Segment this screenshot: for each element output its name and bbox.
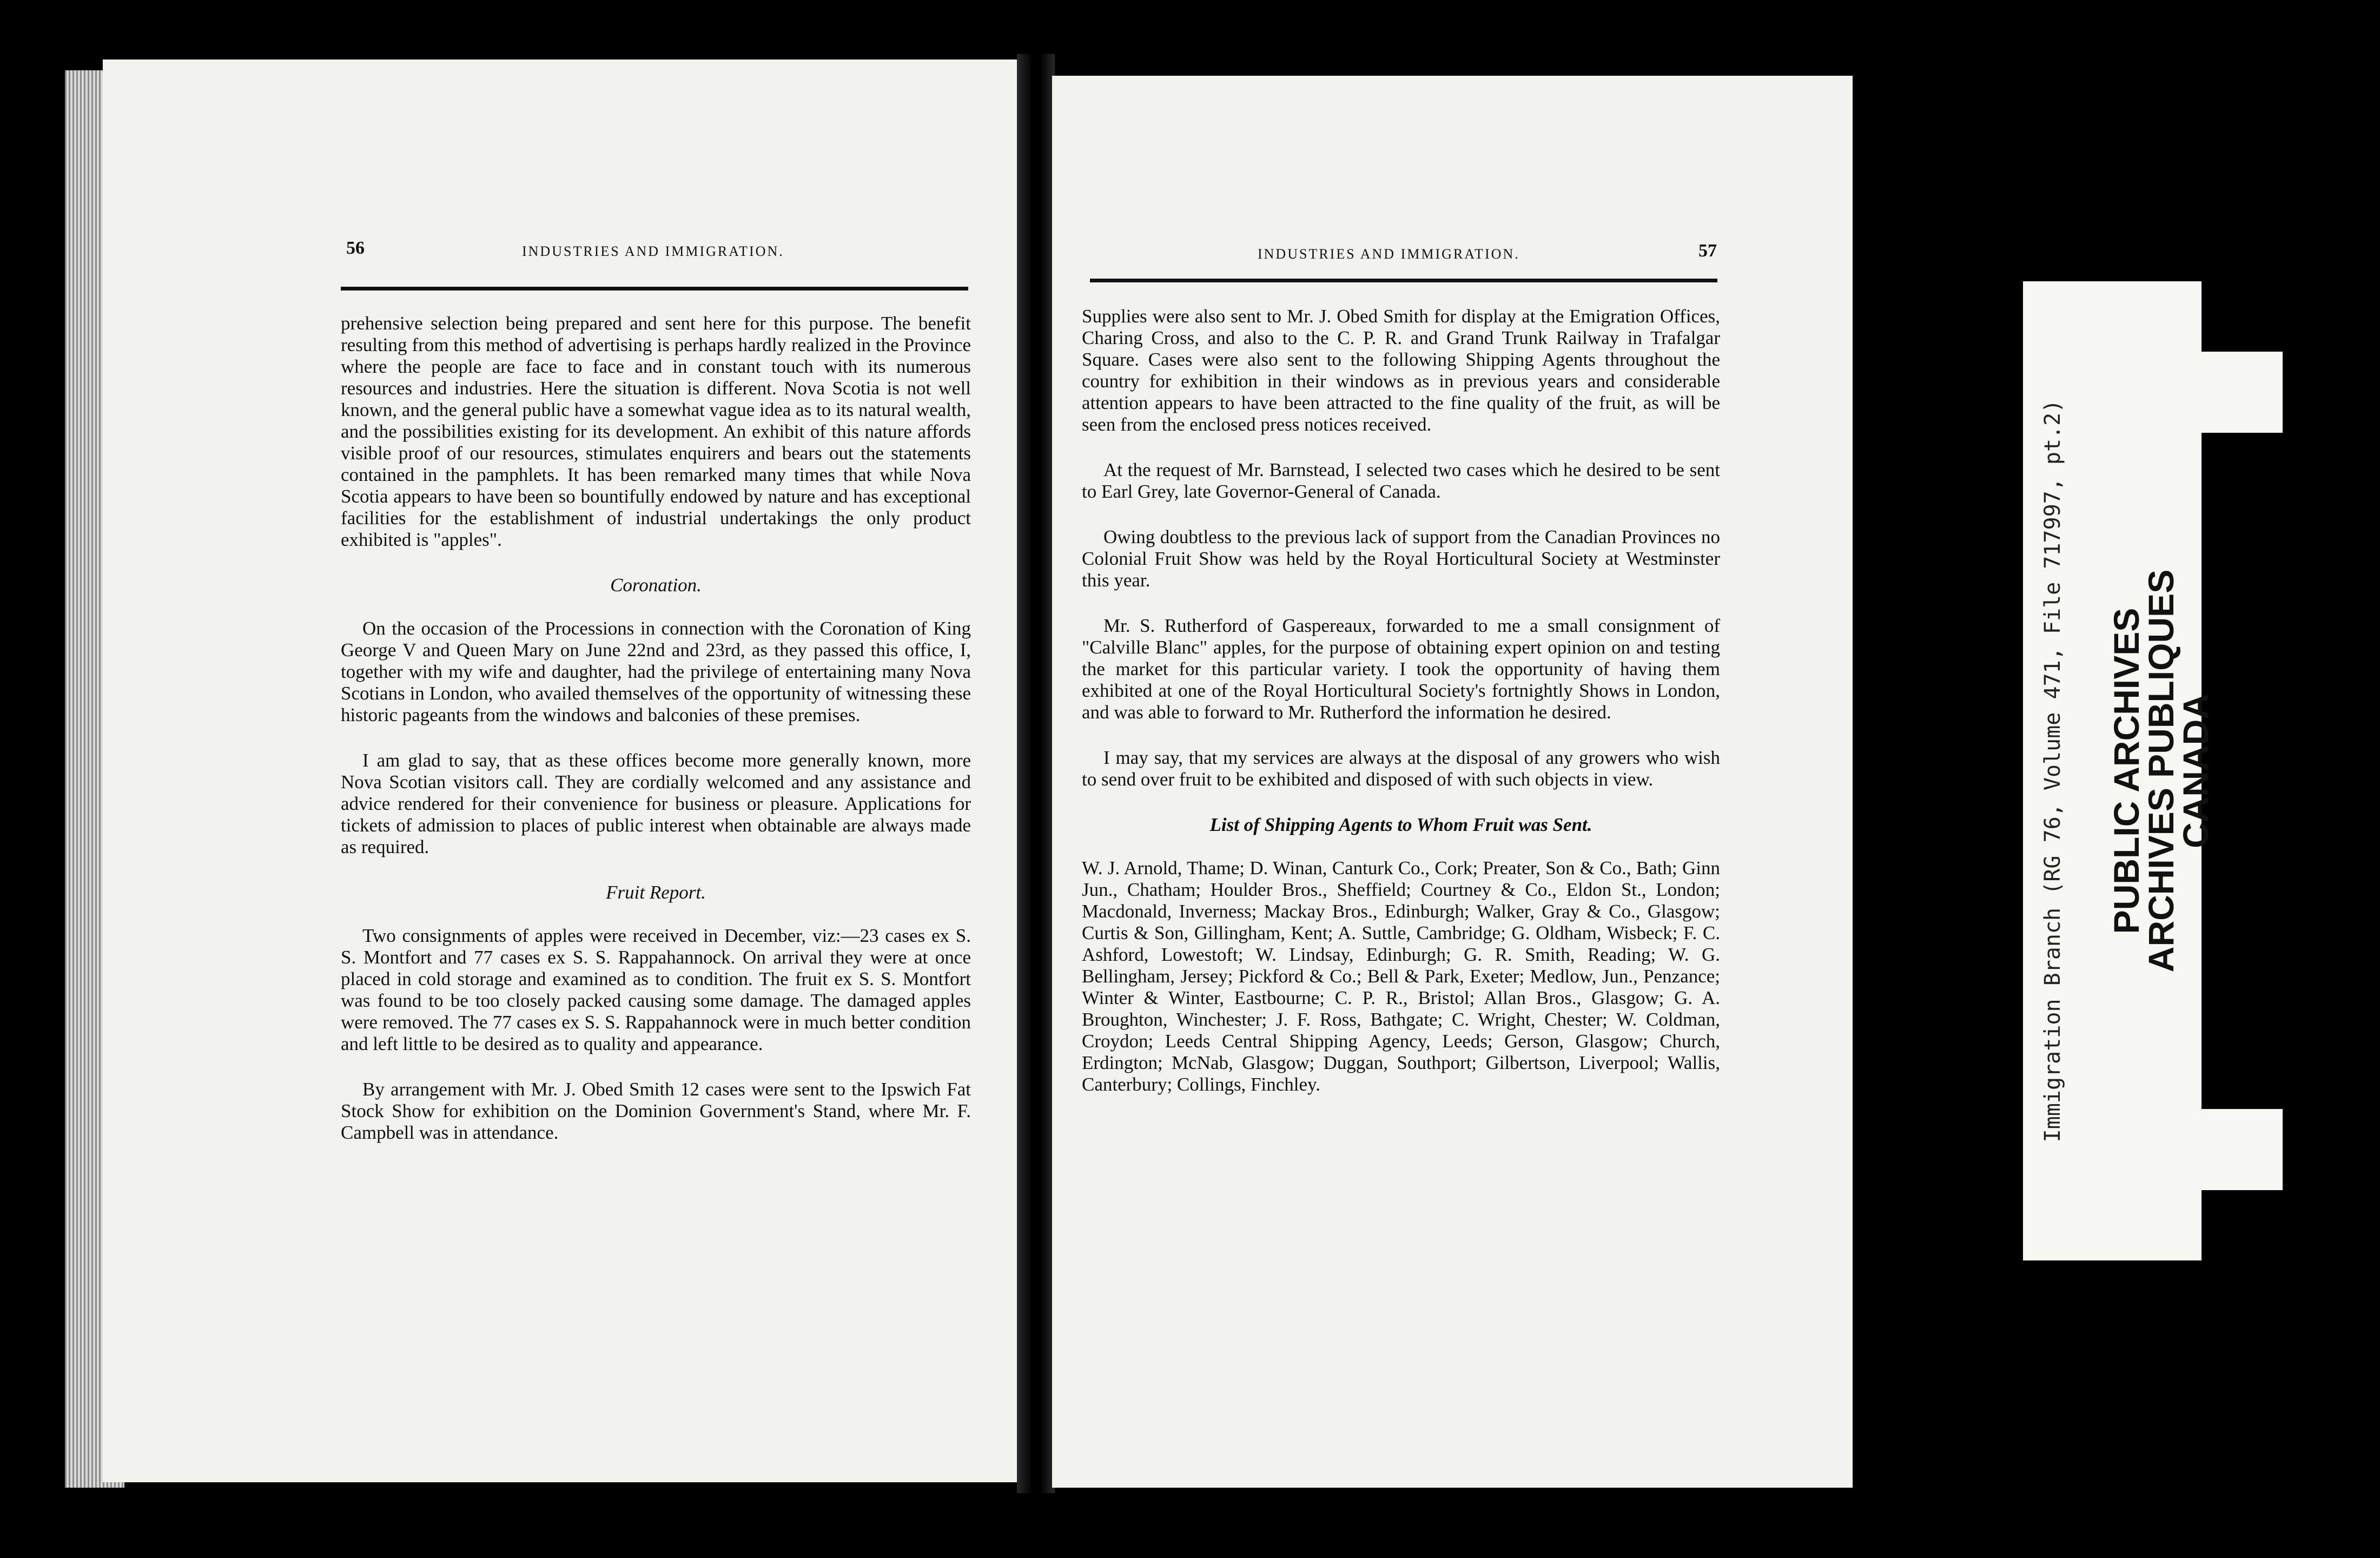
book-gutter [1017, 54, 1055, 1493]
section-heading: Fruit Report. [606, 882, 706, 903]
paragraph: prehensive selection being prepared and sent here for this purpose. The benefit resulting from this method of advertising is perhaps hardly realized in the Province where the people are face to face and in constant touch with its numerous resources and industries. Here the situation is different. Nova Scotia is not well known, and the general public have a somewhat vague idea as to its natural wealth, and the possibilities existing for its development. An exhibit of this nature affords visible proof of our resources, stimulates enquirers and bears out the statements contained in the pamphlets. It has been remarked many times that while Nova Scotia appears to have been so bountifully endowed by nature and has exceptional facilities for the establishment of industrial undertakings the only product exhibited is "apples". [341, 313, 971, 550]
paragraph: Owing doubtless to the previous lack of support from the Canadian Provinces no Colonial Fruit Show was held by the Royal Horticultural Society at Westminster this year. [1082, 526, 1720, 591]
paragraph: By arrangement with Mr. J. Obed Smith 12 cases were sent to the Ipswich Fat Stock Show for exhibition on the Dominion Government's Stand, where Mr. F. Campbell was in attendance. [341, 1079, 971, 1143]
page-number: 57 [1698, 241, 1717, 261]
section-heading: Coronation. [610, 575, 702, 596]
page-number: 56 [346, 238, 365, 258]
paragraph: I may say, that my services are always at the disposal of any growers who wish to send over fruit to be exhibited and disposed of with such objects in view. [1082, 747, 1720, 790]
file-reference: Immigration Branch (RG 76, Volume 471, File 717997, pt.2) [2040, 399, 2065, 1143]
archive-name: PUBLIC ARCHIVES ARCHIVES PUBLIQUES CANADA [2106, 569, 2216, 973]
header-rule [341, 287, 968, 291]
paragraph: I am glad to say, that as these offices become more generally known, more Nova Scotian visitors call. They are cordially welcomed and any assistance and advice rendered for their convenience for business or pleasure. Applications for tickets of admission to places of public interest when obtainable are always made as required. [341, 750, 971, 857]
archive-label [2023, 281, 2216, 1260]
paragraph: On the occasion of the Processions in connection with the Coronation of King George V and Queen Mary on June 22nd and 23rd, as they passed this office, I, together with my wife and daughter, had the privilege of entertaining many Nova Scotians in London, who availed themselves of the opportunity of witnessing these historic pageants from the windows and balconies of these premises. [341, 618, 971, 725]
paragraph: W. J. Arnold, Thame; D. Winan, Canturk Co., Cork; Preater, Son & Co., Bath; Ginn Jun., Chatham; Houlder Bros., Sheffield; Courtney & Co., Eldon St., London; Macdonald, Inverness; Mackay Bros., Edinburgh; Walker, Gray & Co., Glasgow; Curtis & Son, Gillingham, Kent; A. Suttle, Cambridge; G. Oldham, Wisbeck; F. C. Ashford, Lowestoft; W. Lindsay, Edinburgh; G. R. Smith, Reading; W. G. Bellingham, Jersey; Pickford & Co.; Bell & Park, Exeter; Medlow, Jun., Penzance; Winter & Winter, Eastbourne; C. P. R., Bristol; Allan Bros., Glasgow; G. A. Broughton, Winchester; J. F. Ross, Bathgate; C. Wright, Chester; W. Coldman, Croydon; Leeds Central Shipping Agency, Leeds; Gerson, Glasgow; Church, Erdington; McNab, Glasgow; Duggan, Southport; Gilbertson, Liverpool; Wallis, Canterbury; Collings, Finchley. [1082, 857, 1720, 1095]
right-body-text [1082, 306, 1720, 1119]
paragraph: Supplies were also sent to Mr. J. Obed Smith for display at the Emigration Offices, Charing Cross, and also to the C. P. R. and Grand Trunk Railway in Trafalgar Square. Cases were also sent to the following Shipping Agents throughout the country for exhibition in their windows as in previous years and considerable attention appears to have been attracted to the fine quality of the fruit, as will be seen from the enclosed press notices received. [1082, 306, 1720, 435]
left-page [103, 60, 1022, 1482]
header-rule [1090, 279, 1717, 282]
right-page [1052, 76, 1853, 1488]
paragraph: At the request of Mr. Barnstead, I selected two cases which he desired to be sent to Earl Grey, late Governor-General of Canada. [1082, 459, 1720, 502]
left-body-text [341, 313, 971, 1167]
section-heading: List of Shipping Agents to Whom Fruit was Sent. [1209, 814, 1592, 835]
paragraph: Two consignments of apples were received in December, viz:—23 cases ex S. S. Montfort and 77 cases ex S. S. Rappahannock. On arrival they were at once placed in cold storage and examined as to condition. The fruit ex S. S. Montfort was found to be too closely packed causing some damage. The damaged apples were removed. The 77 cases ex S. S. Rappahannock were in much better condition and left little to be desired as to quality and appearance. [341, 925, 971, 1054]
paragraph: Mr. S. Rutherford of Gaspereaux, forwarded to me a small consignment of "Calville Blanc" apples, for the purpose of obtaining expert opinion on and testing the market for this particular variety. I took the opportunity of having them exhibited at one of the Royal Horticultural Society's fortnightly Shows in London, and was able to forward to Mr. Rutherford the information he desired. [1082, 615, 1720, 723]
running-head: INDUSTRIES AND IMMIGRATION. [522, 243, 784, 259]
running-head: INDUSTRIES AND IMMIGRATION. [1258, 246, 1520, 262]
